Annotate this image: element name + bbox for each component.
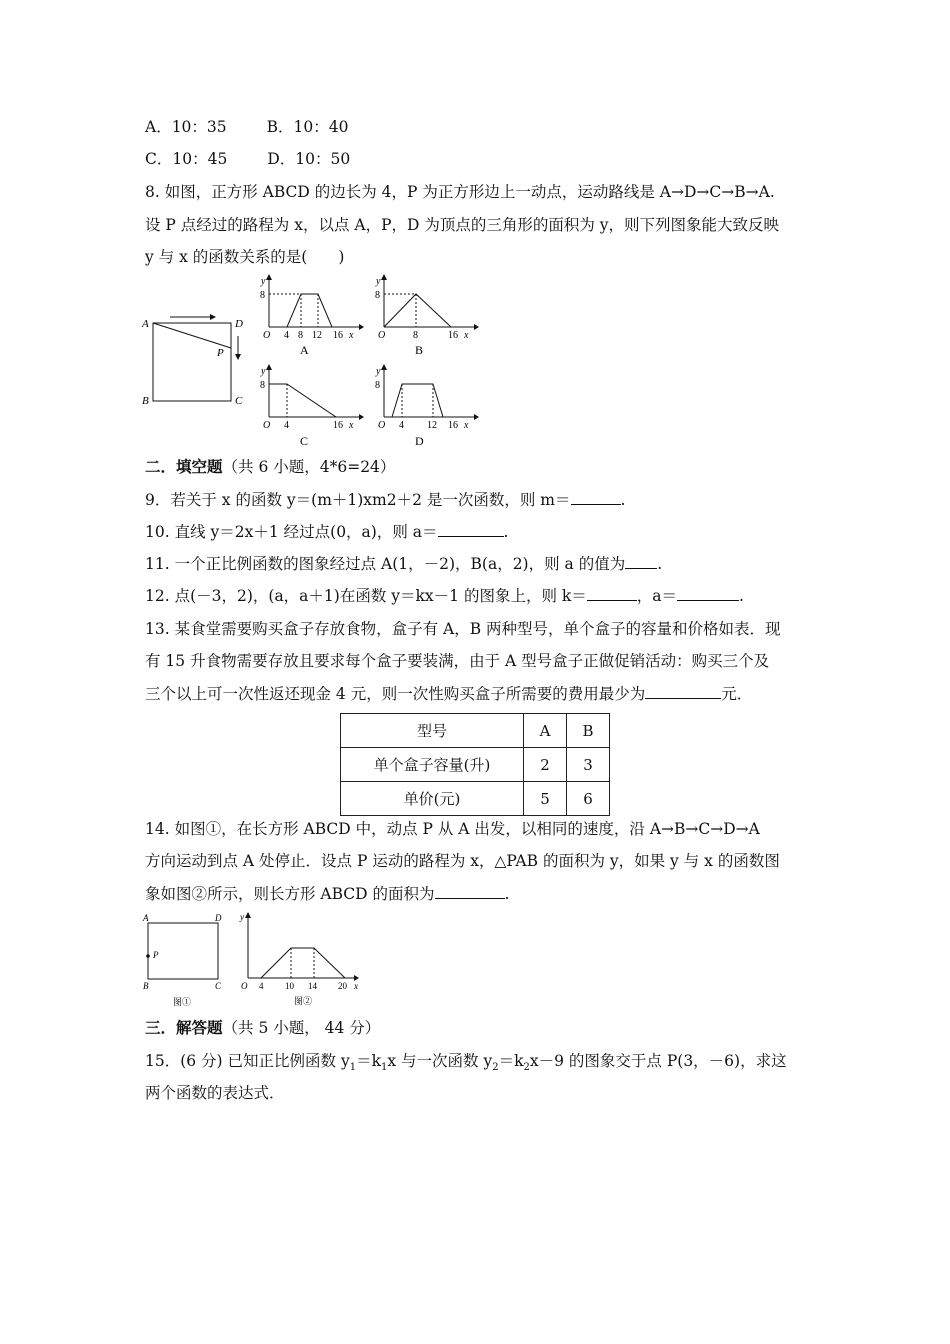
q14-end: . <box>504 885 510 903</box>
table-row <box>341 782 610 816</box>
q15-line1 <box>145 1051 787 1078</box>
tick-label: 8 <box>413 330 418 341</box>
q13-end: 元． <box>721 685 753 703</box>
q12-a-blank[interactable] <box>677 586 739 601</box>
q15-line2: 两个函数的表达式． <box>145 1084 285 1102</box>
subscript: 2 <box>523 1062 530 1074</box>
fig2-axis-y-label: y <box>240 912 244 922</box>
q7-options-row1 <box>145 117 348 137</box>
fig2-tick-label: 14 <box>308 981 317 991</box>
q11-text: 11. 一个正比例函数的图象经过点 A(1，－2)，B(a，2)，则 a 的值为 <box>145 555 626 573</box>
q12-k-blank[interactable] <box>587 586 637 601</box>
q10-text: 10. 直线 y＝2x＋1 经过点(0，a)，则 a＝ <box>145 523 438 541</box>
q9-text: 9．若关于 x 的函数 y＝(m＋1)xm2＋2 是一次函数，则 m＝ <box>145 491 571 509</box>
q10-end: . <box>503 523 509 541</box>
axis-y-label: y <box>376 366 381 377</box>
graph-b-caption: B <box>415 343 424 357</box>
tick-label: 12 <box>427 420 437 431</box>
fig2-origin-label: O <box>241 981 248 991</box>
q13-line3 <box>145 684 752 704</box>
tick-label: 4 <box>399 420 404 431</box>
fig2-tick-label: 4 <box>259 981 264 991</box>
q7-option-d: D．10：50 <box>267 150 351 168</box>
q8-line3: y 与 x 的函数关系的是( ) <box>145 248 345 266</box>
q14-line2: 方向运动到点 A 处停止．设点 P 运动的路程为 x，△PAB 的面积为 y，如果 y 与 x 的函数图 <box>145 852 780 870</box>
q8-graph-d <box>372 362 487 450</box>
q8-label-b: B <box>142 395 149 407</box>
q14-line1: 14. 如图①，在长方形 ABCD 中，动点 P 从 A 出发，以相同的速度，沿 A→B→C→D→A <box>145 820 760 838</box>
graph-a-caption: A <box>300 343 309 357</box>
section-3-title: 三．解答题 <box>145 1018 223 1037</box>
fig2-caption: 图② <box>294 996 313 1006</box>
q14-figure-2 <box>232 908 367 1008</box>
q8-graph-a <box>257 272 372 357</box>
axis-origin-label: O <box>263 420 271 431</box>
q11-answer-blank[interactable] <box>625 554 657 569</box>
fig1-label-b: B <box>143 981 149 991</box>
q8-label-p: P <box>217 347 224 359</box>
axis-ymax-label: 8 <box>260 380 265 391</box>
table-header-cell: A <box>524 714 567 748</box>
q12-text: 12. 点(－3，2)，(a，a＋1)在函数 y＝kx－1 的图象上，则 k＝ <box>145 587 587 605</box>
q11-end: . <box>657 555 663 573</box>
q7-option-a: A．10：35 <box>145 118 227 136</box>
table-header-row <box>341 714 610 748</box>
section-2-heading <box>145 457 395 477</box>
q14-line3-text: 象如图②所示，则长方形 ABCD 的面积为 <box>145 885 435 903</box>
axis-ymax-label: 8 <box>260 290 265 301</box>
subscript: 1 <box>381 1062 388 1074</box>
table-cell: 单个盒子容量(升) <box>341 748 524 782</box>
table-cell: 6 <box>567 782 610 816</box>
q8-label-d: D <box>235 318 243 330</box>
fig2-tick-label: 10 <box>285 981 294 991</box>
q9-answer-blank[interactable] <box>571 490 621 505</box>
fig2-axis-x-label: x <box>354 981 358 991</box>
axis-origin-label: O <box>378 420 386 431</box>
tick-label: 16 <box>448 330 458 341</box>
tick-label: 8 <box>298 330 303 341</box>
fig1-label-c: C <box>215 981 222 991</box>
q9-end: . <box>620 491 626 509</box>
fig1-label-a: A <box>143 913 149 923</box>
tick-label: 16 <box>333 420 343 431</box>
table-cell: 2 <box>524 748 567 782</box>
q8-label-c: C <box>235 395 243 407</box>
q12 <box>145 586 744 606</box>
q13-answer-blank[interactable] <box>645 684 721 699</box>
q8-line2: 设 P 点经过的路程为 x，以点 A，P，D 为顶点的三角形的面积为 y，则下列图象能大致反映 <box>145 216 780 234</box>
tick-label: 16 <box>333 330 343 341</box>
q7-option-c: C．10：45 <box>145 150 228 168</box>
q15-text: ＝k <box>498 1052 524 1070</box>
q8-graph-c <box>257 362 372 450</box>
axis-origin-label: O <box>263 330 271 341</box>
table-header-cell: 型号 <box>341 714 524 748</box>
subscript: 1 <box>349 1062 357 1074</box>
axis-x-label: x <box>464 420 469 431</box>
q15-text: x－9 的图象交于点 P(3，－6)，求这 <box>529 1052 787 1070</box>
section-2-title: 二．填空题 <box>145 457 223 476</box>
q10-answer-blank[interactable] <box>438 522 504 537</box>
axis-y-label: y <box>261 366 266 377</box>
section-3-heading <box>145 1018 380 1038</box>
q8-line1: 8. 如图，正方形 ABCD 的边长为 4，P 为正方形边上一动点，运动路线是 A→D→C→B→A. <box>145 183 775 201</box>
fig1-caption: 图① <box>173 997 192 1007</box>
axis-ymax-label: 8 <box>375 290 380 301</box>
q7-option-b: B．10：40 <box>266 118 349 136</box>
q15-text: 15．(6 分) 已知正比例函数 y <box>145 1052 350 1070</box>
table-cell: 3 <box>567 748 610 782</box>
subscript: 2 <box>492 1062 499 1074</box>
tick-label: 4 <box>284 420 289 431</box>
tick-label: 4 <box>284 330 289 341</box>
q13-line3-text: 三个以上可一次性返还现金 4 元，则一次性购买盒子所需要的费用最少为 <box>145 685 646 703</box>
table-cell: 5 <box>524 782 567 816</box>
q15-text: x 与一次函数 y <box>387 1052 493 1070</box>
q15-text: ＝k <box>356 1052 381 1070</box>
q11 <box>145 554 662 574</box>
axis-y-label: y <box>261 276 266 287</box>
tick-label: 12 <box>312 330 322 341</box>
axis-x-label: x <box>349 420 354 431</box>
axis-y-label: y <box>376 276 381 287</box>
axis-origin-label: O <box>378 330 386 341</box>
tick-label: 16 <box>448 420 458 431</box>
fig2-tick-label: 20 <box>338 981 347 991</box>
fig1-label-p: P <box>153 950 159 960</box>
section-2-meta: （共 6 小题，4*6=24） <box>222 458 396 476</box>
q13-line1: 13. 某食堂需要购买盒子存放食物，盒子有 A，B 两种型号，单个盒子的容量和价格如表．现 <box>145 620 781 638</box>
axis-x-label: x <box>349 330 354 341</box>
q9 <box>145 490 625 510</box>
q14-line3 <box>145 884 509 904</box>
section-3-meta: （共 5 小题， 44 分） <box>222 1019 381 1037</box>
q12-mid: ，a＝ <box>636 587 678 605</box>
q14-answer-blank[interactable] <box>435 884 505 899</box>
q13-price-table <box>340 713 610 816</box>
q12-end: . <box>739 587 744 605</box>
q7-options-row2 <box>145 149 350 169</box>
q10 <box>145 522 508 542</box>
q8-label-a: A <box>142 318 149 330</box>
q8-square-figure <box>140 310 250 410</box>
axis-x-label: x <box>464 330 469 341</box>
axis-ymax-label: 8 <box>375 380 380 391</box>
table-header-cell: B <box>567 714 610 748</box>
q13-line2: 有 15 升食物需要存放且要求每个盒子要装满，由于 A 型号盒子正做促销活动：购买三个及 <box>145 652 770 670</box>
graph-c-caption: C <box>300 434 309 448</box>
fig1-label-d: D <box>215 913 222 923</box>
q14-figure-1 <box>140 910 235 1010</box>
q8-graph-b <box>372 272 487 357</box>
graph-d-caption: D <box>415 434 424 448</box>
table-row <box>341 748 610 782</box>
table-cell: 单价(元) <box>341 782 524 816</box>
